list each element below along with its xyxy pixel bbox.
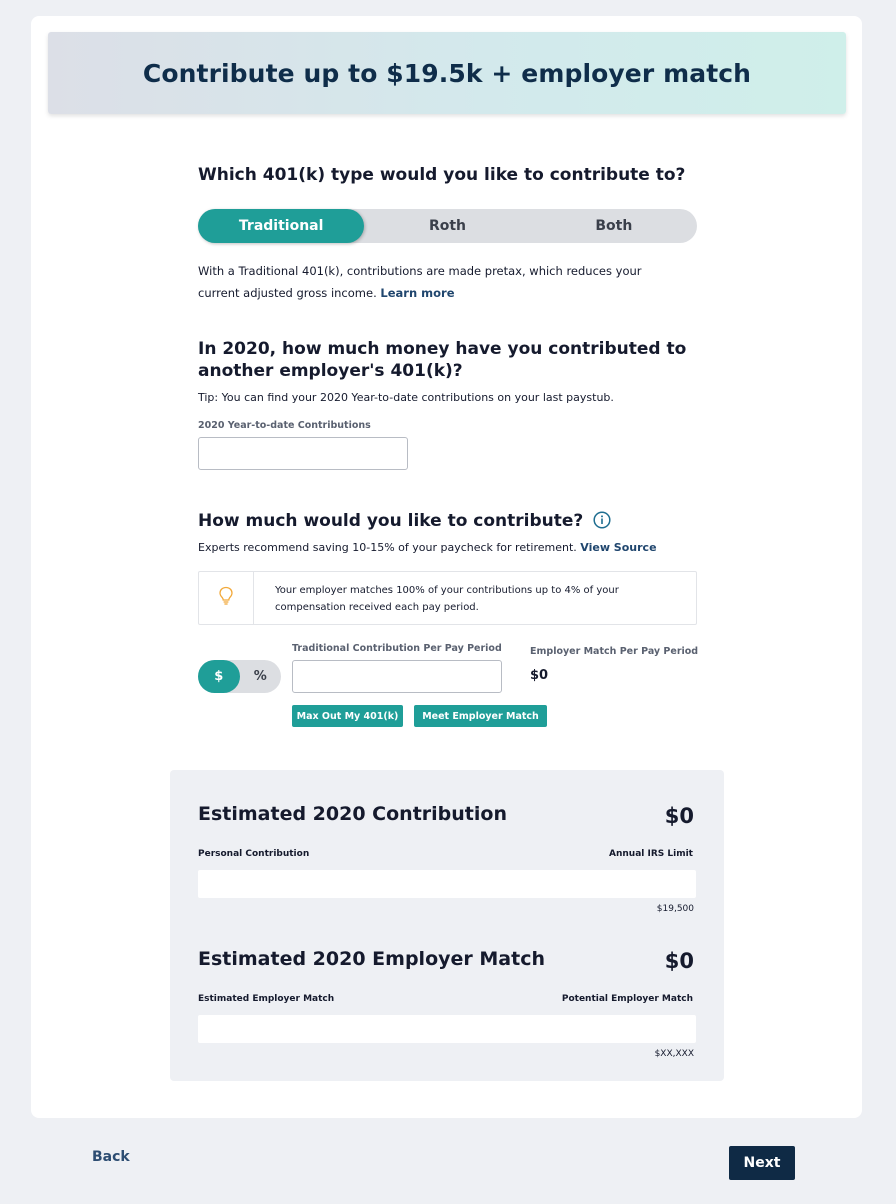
personal-contribution-label: Personal Contribution (198, 849, 310, 859)
type-description: With a Traditional 401(k), contributions are made pretax, which reduces your current adjusted gross income. (198, 264, 642, 300)
ytd-contributions-input[interactable] (198, 437, 408, 470)
match-value: $0 (530, 668, 549, 683)
unit-percent-option[interactable]: % (253, 669, 267, 684)
match-summary-value: $0 (664, 949, 694, 973)
irs-limit-label: Annual IRS Limit (609, 849, 693, 859)
type-question: Which 401(k) type would you like to contribute to? (198, 165, 686, 185)
learn-more-link[interactable]: Learn more (380, 286, 455, 300)
match-label: Employer Match Per Pay Period (530, 646, 699, 657)
contribution-summary-title: Estimated 2020 Contribution (198, 803, 507, 825)
irs-limit-value: $19,500 (656, 904, 694, 914)
match-progress-bar (198, 1015, 696, 1043)
prior-question: In 2020, how much money have you contributed to another employer's 401(k)? (198, 339, 687, 381)
contribute-question-row (198, 510, 611, 535)
recommendation-row (198, 541, 657, 554)
lightbulb-icon (218, 586, 234, 610)
type-selector (198, 209, 697, 243)
type-description-block (198, 260, 678, 304)
contribution-summary-value: $0 (664, 804, 694, 828)
contribute-question: How much would you like to contribute? (198, 511, 584, 531)
potential-match-value: $XX,XXX (654, 1049, 694, 1059)
employer-match-tip (198, 571, 697, 625)
contribution-progress-bar (198, 870, 696, 898)
recommendation-text: Experts recommend saving 10-15% of your paycheck for retirement. (198, 541, 577, 554)
unit-toggle (198, 660, 281, 693)
type-option-traditional[interactable]: Traditional (198, 209, 364, 243)
match-summary-title: Estimated 2020 Employer Match (198, 948, 545, 970)
summary-panel (170, 770, 724, 1081)
per-period-input[interactable] (292, 660, 502, 693)
type-option-both[interactable]: Both (595, 218, 633, 234)
tip-icon-cell (199, 572, 254, 624)
meet-match-button[interactable]: Meet Employer Match (414, 705, 547, 727)
header-banner (48, 32, 846, 114)
max-out-button[interactable]: Max Out My 401(k) (292, 705, 403, 727)
potential-match-label: Potential Employer Match (561, 994, 693, 1004)
type-option-roth[interactable]: Roth (428, 218, 467, 234)
view-source-link[interactable]: View Source (580, 541, 657, 554)
estimated-match-label: Estimated Employer Match (198, 994, 335, 1004)
prior-tip: Tip: You can find your 2020 Year-to-date contributions on your last paystub. (198, 391, 614, 404)
info-circle-icon[interactable] (593, 511, 611, 535)
per-period-label: Traditional Contribution Per Pay Period (292, 643, 502, 654)
unit-dollar-option[interactable]: $ (198, 660, 240, 693)
page-title: Contribute up to $19.5k + employer match (142, 58, 752, 88)
next-button[interactable]: Next (729, 1146, 795, 1180)
back-button[interactable]: Back (92, 1149, 130, 1165)
ytd-label: 2020 Year-to-date Contributions (198, 420, 371, 431)
employer-tip-text: Your employer matches 100% of your contributions up to 4% of your compensation received each pay period. (275, 585, 619, 613)
